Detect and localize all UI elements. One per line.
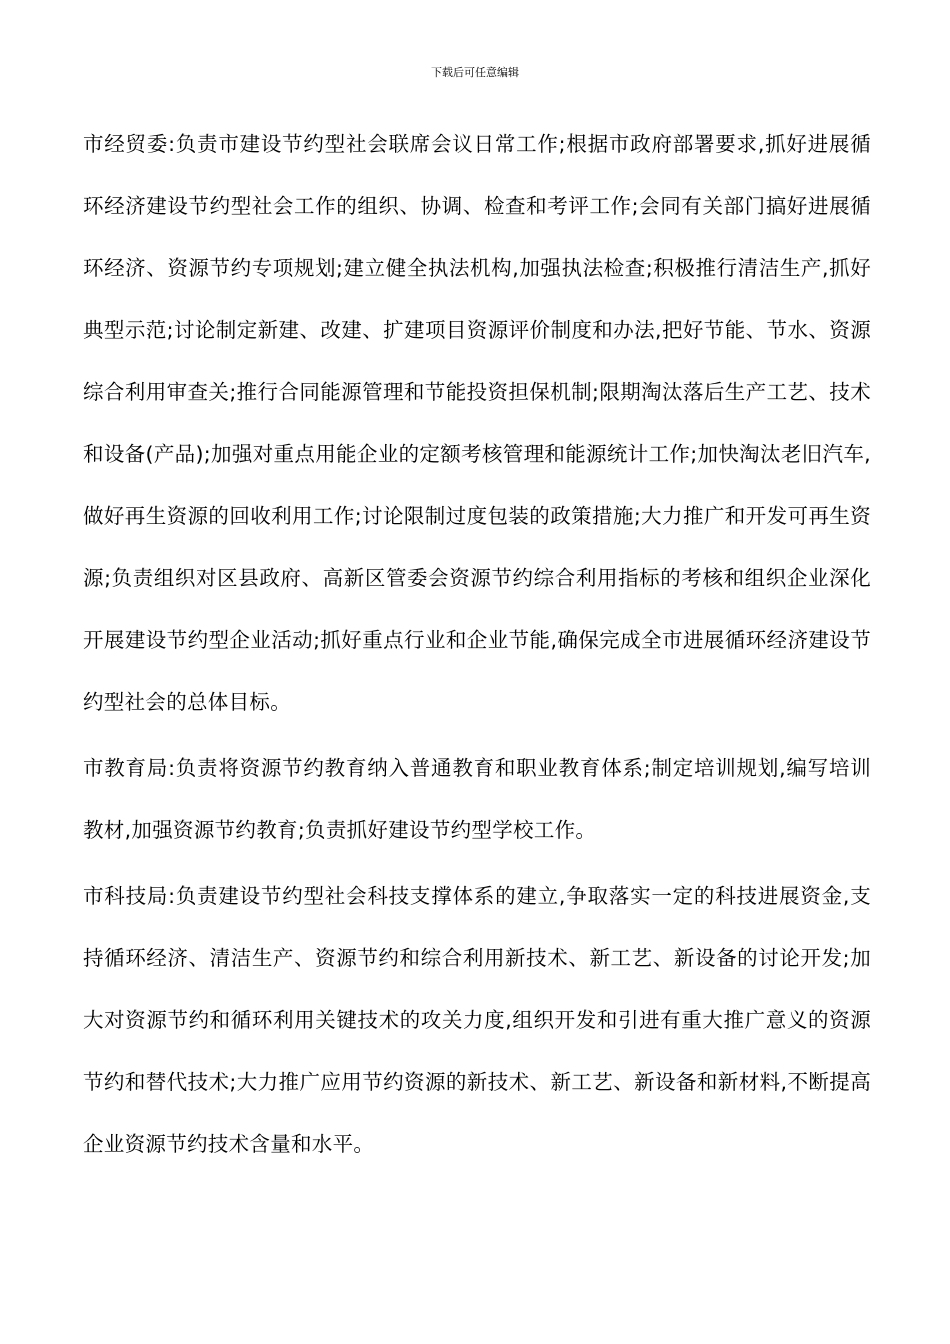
document-body [83, 113, 871, 1175]
paragraph-science-technology-bureau: 市科技局:负责建设节约型社会科技支撑体系的建立,争取落实一定的科技进展资金,支持循环经济、清洁生产、资源节约和综合利用新技术、新工艺、新设备的讨论开发;加大对资源节约和循环利用关键技术的攻关力度,组织开发和引进有重大推广意义的资源节约和替代技术;大力推广应用节约资源的新技术、新工艺、新设备和新材料,不断提高企业资源节约技术含量和水平。 [83, 884, 871, 1156]
page-header-note: 下载后可任意编辑 [431, 66, 519, 79]
paragraph-education-bureau: 市教育局:负责将资源节约教育纳入普通教育和职业教育体系;制定培训规划,编写培训教材,加强资源节约教育;负责抓好建设节约型学校工作。 [83, 756, 871, 842]
paragraph-economic-trade-commission: 市经贸委:负责市建设节约型社会联席会议日常工作;根据市政府部署要求,抓好进展循环经济建设节约型社会工作的组织、协调、检查和考评工作;会同有关部门搞好进展循环经济、资源节约专项规划;建立健全执法机构,加强执法检查;积极推行清洁生产,抓好典型示范;讨论制定新建、改建、扩建项目资源评价制度和办法,把好节能、节水、资源综合利用审查关;推行合同能源管理和节能投资担保机制;限期淘汰落后生产工艺、技术和设备(产品);加强对重点用能企业的定额考核管理和能源统计工作;加快淘汰老旧汽车,做好再生资源的回收利用工作;讨论限制过度包装的政策措施;大力推广和开发可再生资源;负责组织对区县政府、高新区管委会资源节约综合利用指标的考核和组织企业深化开展建设节约型企业活动;抓好重点行业和企业节能,确保完成全市进展循环经济建设节约型社会的总体目标。 [83, 132, 871, 714]
